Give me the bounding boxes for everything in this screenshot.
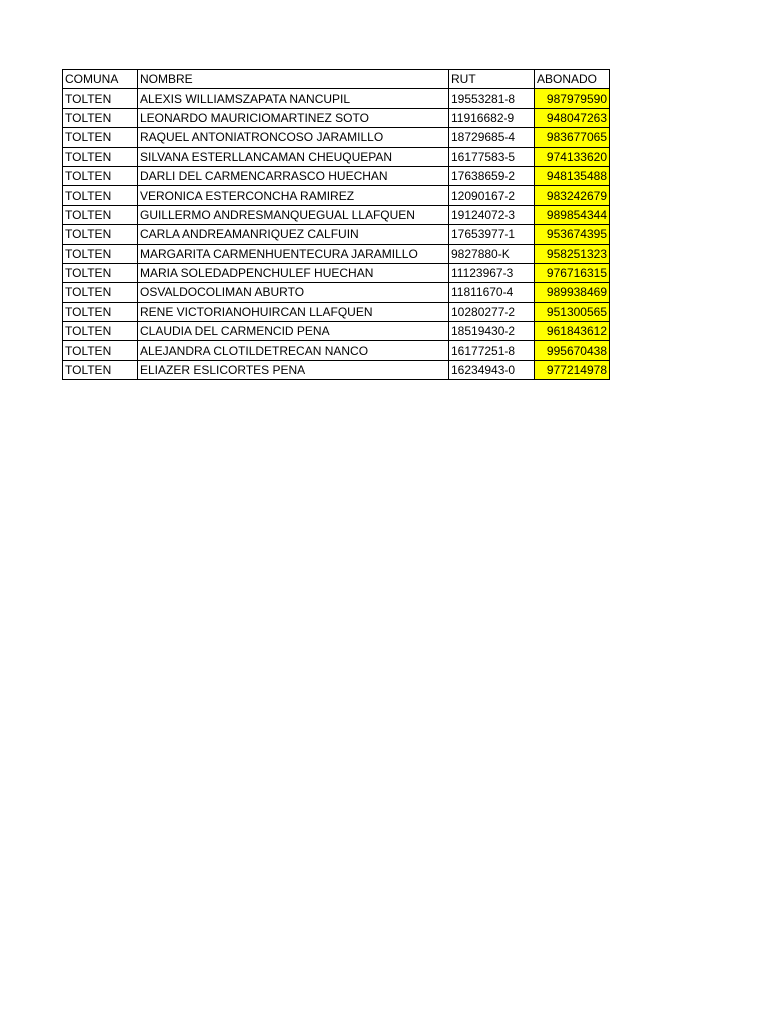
cell-comuna: TOLTEN bbox=[63, 108, 138, 127]
cell-abonado: 974133620 bbox=[535, 147, 610, 166]
cell-abonado: 948047263 bbox=[535, 108, 610, 127]
cell-comuna: TOLTEN bbox=[63, 283, 138, 302]
cell-comuna: TOLTEN bbox=[63, 302, 138, 321]
cell-nombre: GUILLERMO ANDRESMANQUEGUAL LLAFQUEN bbox=[138, 205, 449, 224]
cell-comuna: TOLTEN bbox=[63, 166, 138, 185]
table-row bbox=[63, 360, 610, 379]
cell-comuna: TOLTEN bbox=[63, 263, 138, 282]
cell-rut: 12090167-2 bbox=[449, 186, 535, 205]
cell-nombre: RAQUEL ANTONIATRONCOSO JARAMILLO bbox=[138, 128, 449, 147]
cell-abonado: 961843612 bbox=[535, 322, 610, 341]
table-row bbox=[63, 283, 610, 302]
table-row bbox=[63, 225, 610, 244]
table-row bbox=[63, 147, 610, 166]
header-rut: RUT bbox=[449, 70, 535, 89]
table-row bbox=[63, 166, 610, 185]
table-row bbox=[63, 205, 610, 224]
cell-rut: 16234943-0 bbox=[449, 360, 535, 379]
cell-comuna: TOLTEN bbox=[63, 186, 138, 205]
cell-rut: 11916682-9 bbox=[449, 108, 535, 127]
table-row bbox=[63, 322, 610, 341]
table-row bbox=[63, 244, 610, 263]
cell-abonado: 995670438 bbox=[535, 341, 610, 360]
cell-rut: 19553281-8 bbox=[449, 89, 535, 108]
cell-nombre: MARGARITA CARMENHUENTECURA JARAMILLO bbox=[138, 244, 449, 263]
cell-abonado: 948135488 bbox=[535, 166, 610, 185]
cell-nombre: ALEJANDRA CLOTILDETRECAN NANCO bbox=[138, 341, 449, 360]
header-nombre: NOMBRE bbox=[138, 70, 449, 89]
cell-rut: 16177251-8 bbox=[449, 341, 535, 360]
cell-nombre: CLAUDIA DEL CARMENCID PENA bbox=[138, 322, 449, 341]
table-row bbox=[63, 341, 610, 360]
table-row bbox=[63, 128, 610, 147]
cell-rut: 18519430-2 bbox=[449, 322, 535, 341]
cell-nombre: DARLI DEL CARMENCARRASCO HUECHAN bbox=[138, 166, 449, 185]
cell-nombre: MARIA SOLEDADPENCHULEF HUECHAN bbox=[138, 263, 449, 282]
cell-abonado: 958251323 bbox=[535, 244, 610, 263]
header-abonado: ABONADO bbox=[535, 70, 610, 89]
subscriber-table bbox=[62, 69, 610, 380]
cell-comuna: TOLTEN bbox=[63, 322, 138, 341]
cell-rut: 11811670-4 bbox=[449, 283, 535, 302]
cell-rut: 9827880-K bbox=[449, 244, 535, 263]
cell-abonado: 951300565 bbox=[535, 302, 610, 321]
cell-abonado: 977214978 bbox=[535, 360, 610, 379]
cell-comuna: TOLTEN bbox=[63, 225, 138, 244]
cell-nombre: ALEXIS WILLIAMSZAPATA NANCUPIL bbox=[138, 89, 449, 108]
header-comuna: COMUNA bbox=[63, 70, 138, 89]
cell-nombre: OSVALDOCOLIMAN ABURTO bbox=[138, 283, 449, 302]
cell-comuna: TOLTEN bbox=[63, 360, 138, 379]
cell-nombre: VERONICA ESTERCONCHA RAMIREZ bbox=[138, 186, 449, 205]
cell-comuna: TOLTEN bbox=[63, 89, 138, 108]
cell-nombre: SILVANA ESTERLLANCAMAN CHEUQUEPAN bbox=[138, 147, 449, 166]
cell-abonado: 989938469 bbox=[535, 283, 610, 302]
cell-abonado: 983677065 bbox=[535, 128, 610, 147]
cell-abonado: 976716315 bbox=[535, 263, 610, 282]
cell-comuna: TOLTEN bbox=[63, 205, 138, 224]
cell-abonado: 987979590 bbox=[535, 89, 610, 108]
cell-comuna: TOLTEN bbox=[63, 244, 138, 263]
cell-nombre: LEONARDO MAURICIOMARTINEZ SOTO bbox=[138, 108, 449, 127]
cell-rut: 17638659-2 bbox=[449, 166, 535, 185]
cell-rut: 16177583-5 bbox=[449, 147, 535, 166]
cell-rut: 10280277-2 bbox=[449, 302, 535, 321]
table-row bbox=[63, 89, 610, 108]
cell-comuna: TOLTEN bbox=[63, 128, 138, 147]
table-row bbox=[63, 186, 610, 205]
table-row bbox=[63, 302, 610, 321]
cell-nombre: ELIAZER ESLICORTES PENA bbox=[138, 360, 449, 379]
cell-abonado: 989854344 bbox=[535, 205, 610, 224]
cell-abonado: 983242679 bbox=[535, 186, 610, 205]
cell-comuna: TOLTEN bbox=[63, 341, 138, 360]
table-row bbox=[63, 108, 610, 127]
cell-comuna: TOLTEN bbox=[63, 147, 138, 166]
cell-rut: 11123967-3 bbox=[449, 263, 535, 282]
cell-rut: 19124072-3 bbox=[449, 205, 535, 224]
table-row bbox=[63, 263, 610, 282]
header-row bbox=[63, 70, 610, 89]
cell-nombre: RENE VICTORIANOHUIRCAN LLAFQUEN bbox=[138, 302, 449, 321]
cell-rut: 18729685-4 bbox=[449, 128, 535, 147]
cell-nombre: CARLA ANDREAMANRIQUEZ CALFUIN bbox=[138, 225, 449, 244]
cell-abonado: 953674395 bbox=[535, 225, 610, 244]
cell-rut: 17653977-1 bbox=[449, 225, 535, 244]
